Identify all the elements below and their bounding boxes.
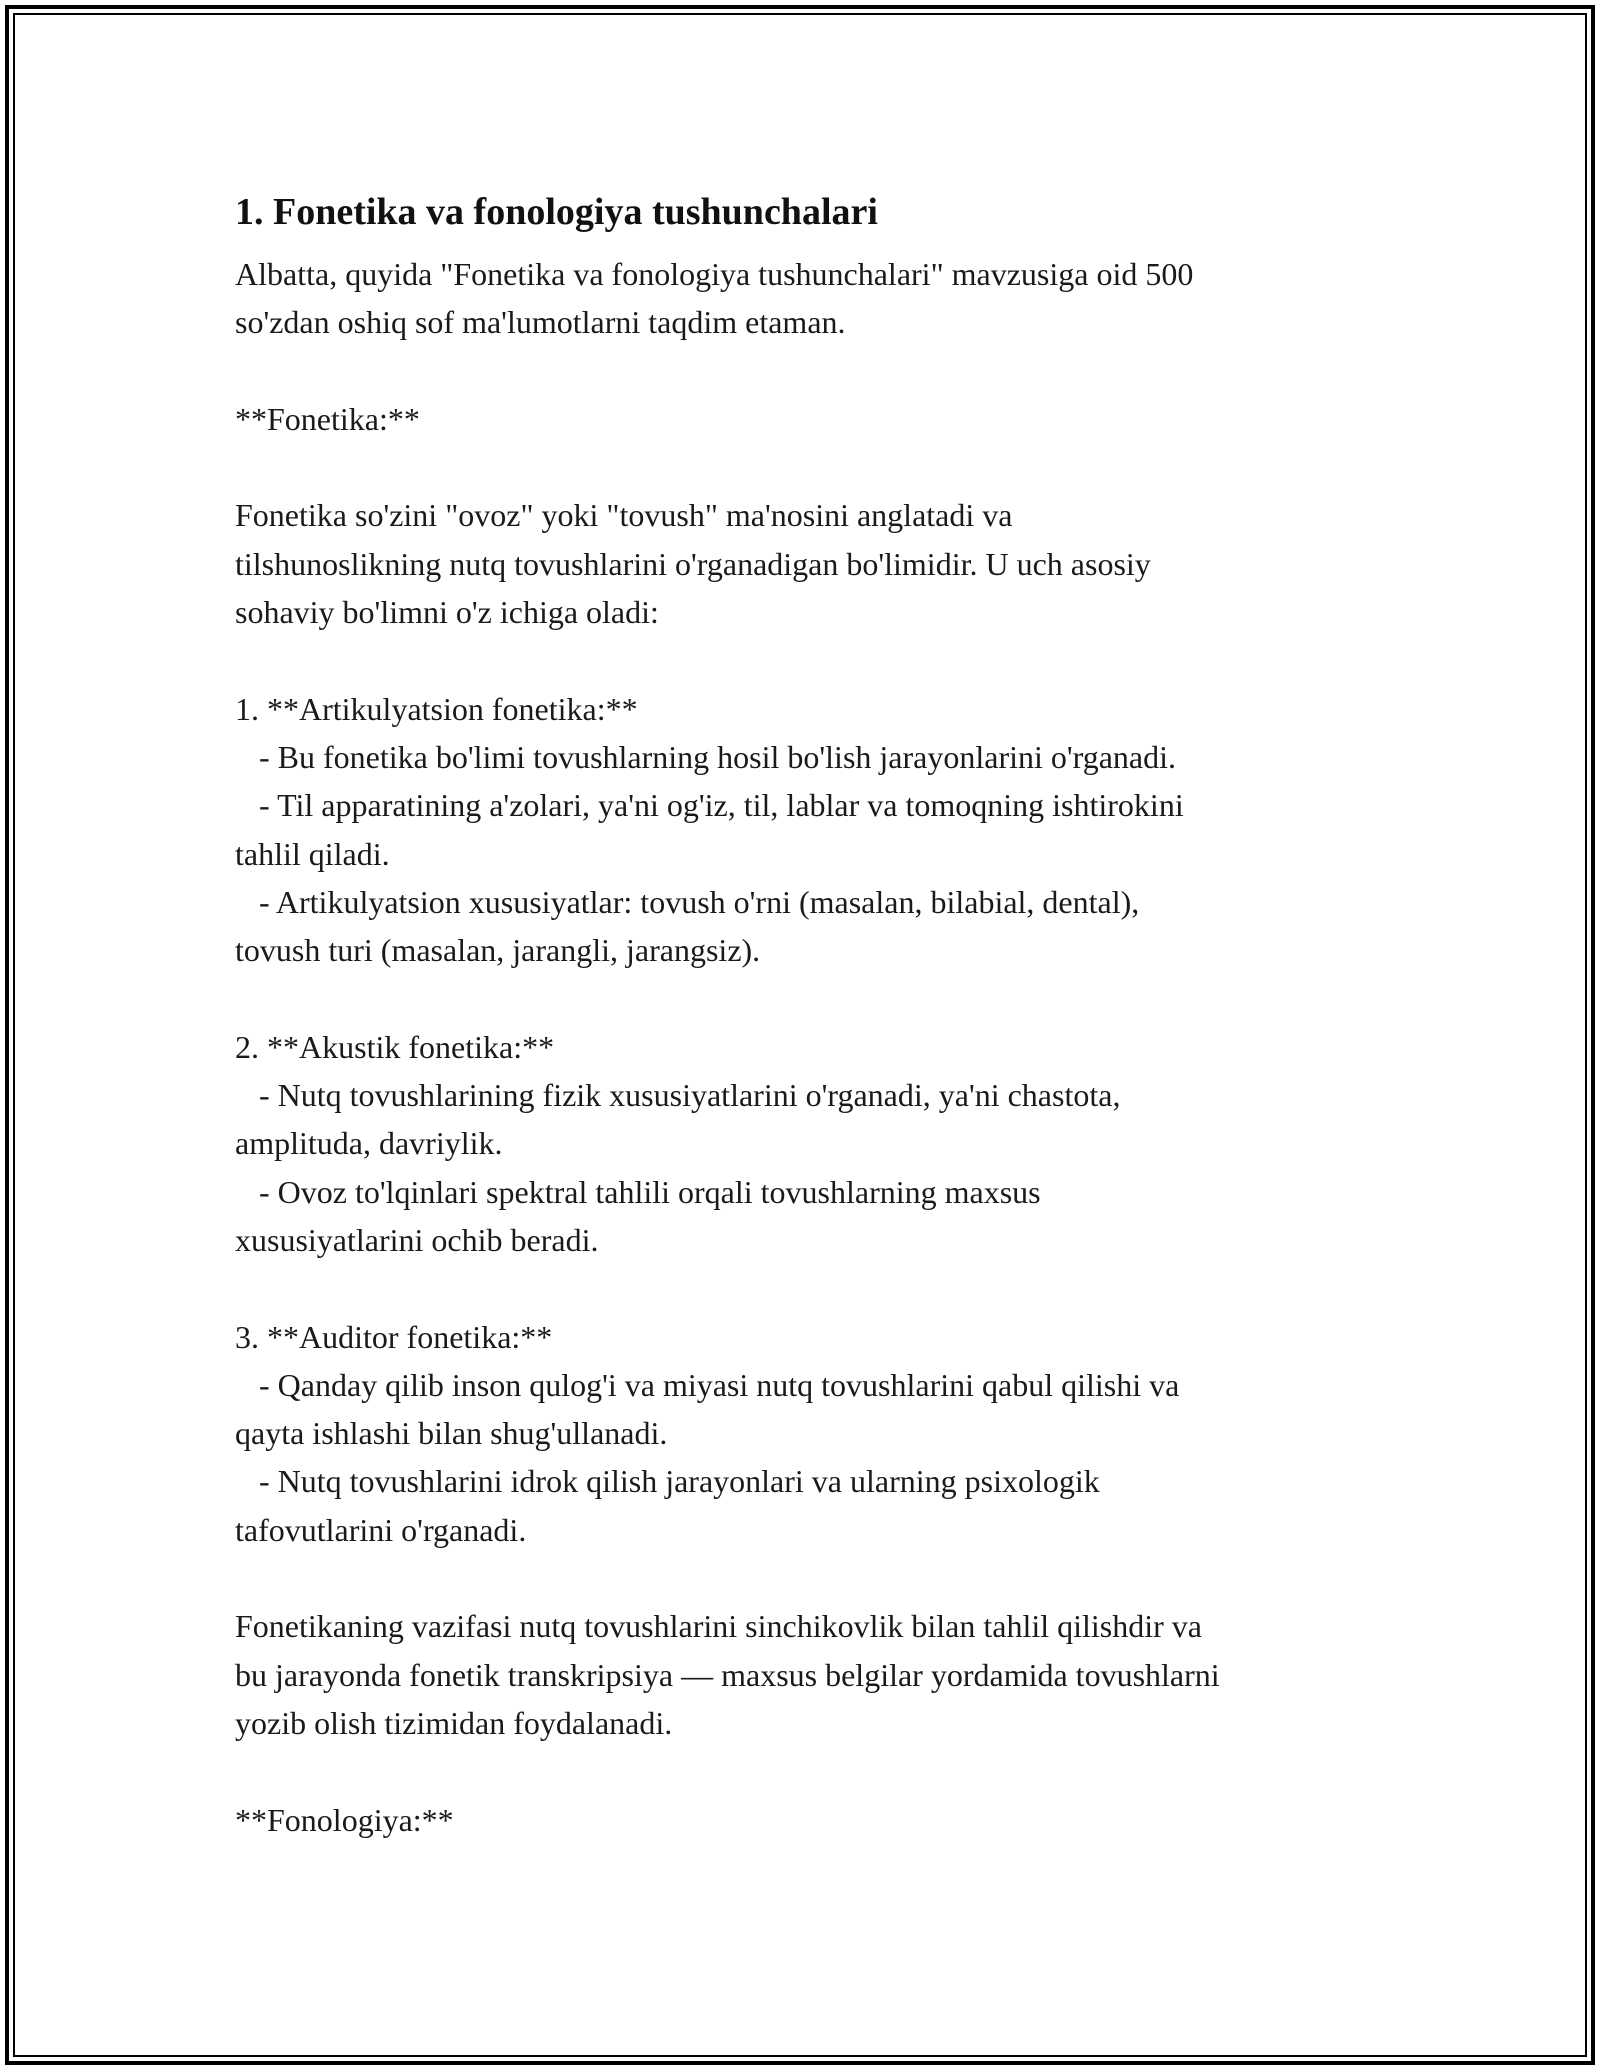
text-line: sohaviy bo'limni o'z ichiga oladi: — [235, 594, 659, 631]
text-line: 1. **Artikulyatsion fonetika:** — [235, 690, 638, 727]
text-line: - Nutq tovushlarini idrok qilish jarayonlari va ularning psixologik — [235, 1463, 1100, 1500]
text-line: 2. **Akustik fonetika:** — [235, 1028, 555, 1065]
text-line: - Bu fonetika bo'limi tovushlarning hosil bo'lish jarayonlarini o'rganadi. — [235, 738, 1177, 775]
document-title: 1. Fonetika va fonologiya tushunchalari — [235, 191, 878, 233]
document-body — [235, 188, 1375, 1844]
text-line: so'zdan oshiq sof ma'lumotlarni taqdim etaman. — [235, 304, 846, 341]
blank-line — [235, 1747, 1375, 1795]
text-line: amplituda, davriylik. — [235, 1125, 503, 1162]
text-line: - Ovoz to'lqinlari spektral tahlili orqali tovushlarning maxsus — [235, 1173, 1041, 1210]
text-line: - Til apparatining a'zolari, ya'ni og'iz, til, lablar va tomoqning ishtirokini — [235, 787, 1184, 824]
text-line: qayta ishlashi bilan shug'ullanadi. — [235, 1415, 668, 1452]
text-line: Fonetika so'zini "ovoz" yoki "tovush" ma'nosini anglatadi va — [235, 497, 1013, 534]
blank-line — [235, 636, 1375, 684]
blank-line — [235, 1264, 1375, 1312]
text-line: Fonetikaning vazifasi nutq tovushlarini sinchikovlik bilan tahlil qilishdir va — [235, 1608, 1202, 1645]
text-line: tafovutlarini o'rganadi. — [235, 1511, 527, 1548]
text-line: yozib olish tizimidan foydalanadi. — [235, 1704, 673, 1741]
text-line: tilshunoslikning nutq tovushlarini o'rganadigan bo'limidir. U uch asosiy — [235, 545, 1151, 582]
text-line: - Qanday qilib inson qulog'i va miyasi nutq tovushlarini qabul qilishi va — [235, 1366, 1180, 1403]
text-line: **Fonologiya:** — [235, 1801, 454, 1838]
blank-line — [235, 347, 1375, 395]
text-line: tahlil qiladi. — [235, 835, 390, 872]
document-text — [235, 250, 1375, 1844]
blank-line — [235, 974, 1375, 1022]
text-line: **Fonetika:** — [235, 400, 420, 437]
text-line: xususiyatlarini ochib beradi. — [235, 1221, 599, 1258]
text-line: bu jarayonda fonetik transkripsiya — maxsus belgilar yordamida tovushlarni — [235, 1656, 1220, 1693]
text-line: - Nutq tovushlarining fizik xususiyatlarini o'rganadi, ya'ni chastota, — [235, 1077, 1121, 1114]
text-line: Albatta, quyida "Fonetika va fonologiya tushunchalari" mavzusiga oid 500 — [235, 256, 1194, 292]
text-line: 3. **Auditor fonetika:** — [235, 1318, 553, 1355]
blank-line — [235, 1554, 1375, 1602]
text-line: - Artikulyatsion xususiyatlar: tovush o'rni (masalan, bilabial, dental), — [235, 883, 1140, 920]
text-line: tovush turi (masalan, jarangli, jarangsiz). — [235, 932, 761, 969]
blank-line — [235, 443, 1375, 491]
